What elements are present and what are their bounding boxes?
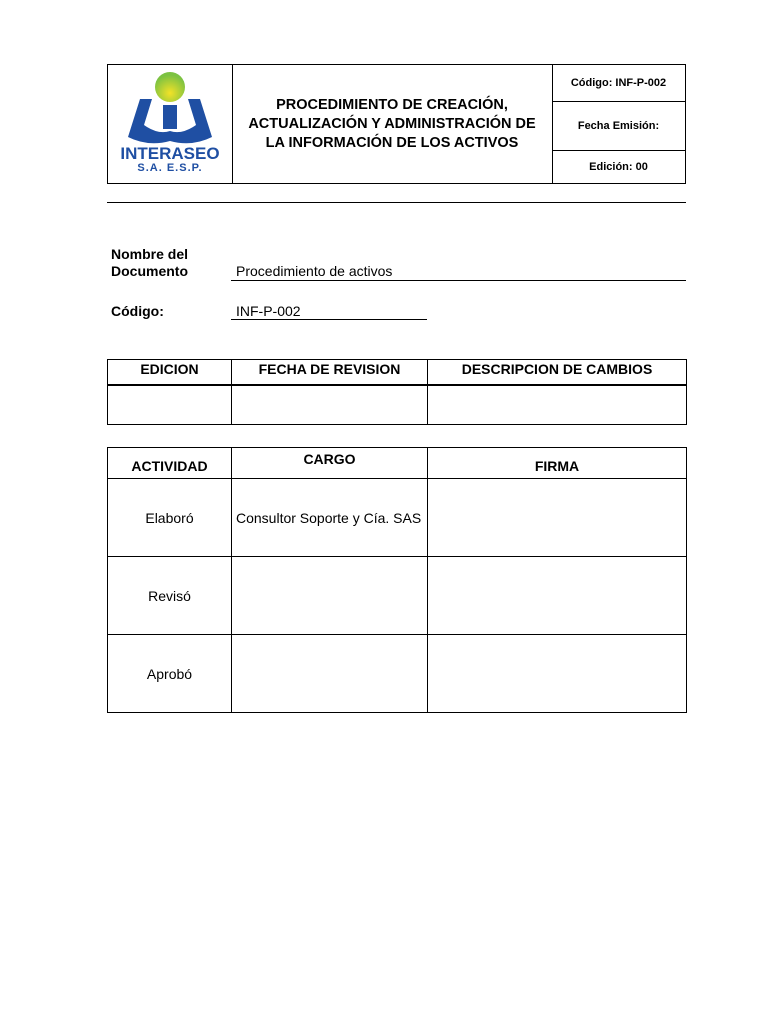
revision-header-descripcion: DESCRIPCION DE CAMBIOS <box>428 360 687 386</box>
firma-aprobo[interactable] <box>428 635 687 713</box>
title-line-1: PROCEDIMIENTO DE CREACIÓN, <box>276 96 508 113</box>
logo-cell <box>108 65 233 183</box>
signature-header-firma: FIRMA <box>428 448 687 479</box>
title-line-3: LA INFORMACIÓN DE LOS ACTIVOS <box>265 134 519 151</box>
signature-header-cargo: CARGO <box>232 448 428 479</box>
revision-cell-fecha[interactable] <box>232 385 428 425</box>
signature-header-row <box>108 448 687 479</box>
header-edicion: Edición: 00 <box>589 161 648 173</box>
cargo-reviso <box>232 557 428 635</box>
firma-elaboro[interactable] <box>428 479 687 557</box>
meta-cell <box>552 65 685 183</box>
codigo-underline <box>231 319 427 320</box>
actividad-reviso: Revisó <box>108 557 232 635</box>
divider <box>107 202 686 203</box>
table-row <box>108 557 687 635</box>
revision-header-edicion: EDICION <box>108 360 232 386</box>
nombre-label-line-2: Documento <box>111 263 188 279</box>
cargo-elaboro: Consultor Soporte y Cía. SAS <box>232 479 428 557</box>
company-logo <box>108 65 232 183</box>
nombre-label-line-1: Nombre del <box>111 246 189 262</box>
table-row <box>108 479 687 557</box>
actividad-aprobo: Aprobó <box>108 635 232 713</box>
actividad-elaboro: Elaboró <box>108 479 232 557</box>
codigo-label: Código: <box>111 303 164 319</box>
revision-header-row <box>108 360 687 386</box>
revision-header-fecha: FECHA DE REVISION <box>232 360 428 386</box>
codigo-value: INF-P-002 <box>236 303 301 319</box>
title-line-2: ACTUALIZACIÓN Y ADMINISTRACIÓN DE <box>248 115 536 132</box>
document-header <box>107 64 686 184</box>
table-row <box>108 385 687 425</box>
revision-cell-edicion[interactable] <box>108 385 232 425</box>
firma-reviso[interactable] <box>428 557 687 635</box>
nombre-value: Procedimiento de activos <box>236 263 393 279</box>
header-codigo: Código: INF-P-002 <box>552 65 685 102</box>
document-title <box>232 65 553 183</box>
logo-brand-text: INTERASEO <box>120 144 220 163</box>
table-row <box>108 635 687 713</box>
signature-table <box>107 447 687 713</box>
header-fecha-emision: Fecha Emisión: <box>552 102 685 151</box>
revision-cell-descripcion[interactable] <box>428 385 687 425</box>
logo-subtitle-text: S.A. E.S.P. <box>137 162 203 174</box>
signature-header-actividad: ACTIVIDAD <box>108 448 232 479</box>
revision-table <box>107 359 687 425</box>
cargo-aprobo <box>232 635 428 713</box>
nombre-underline <box>231 280 686 281</box>
nombre-label <box>111 246 188 280</box>
